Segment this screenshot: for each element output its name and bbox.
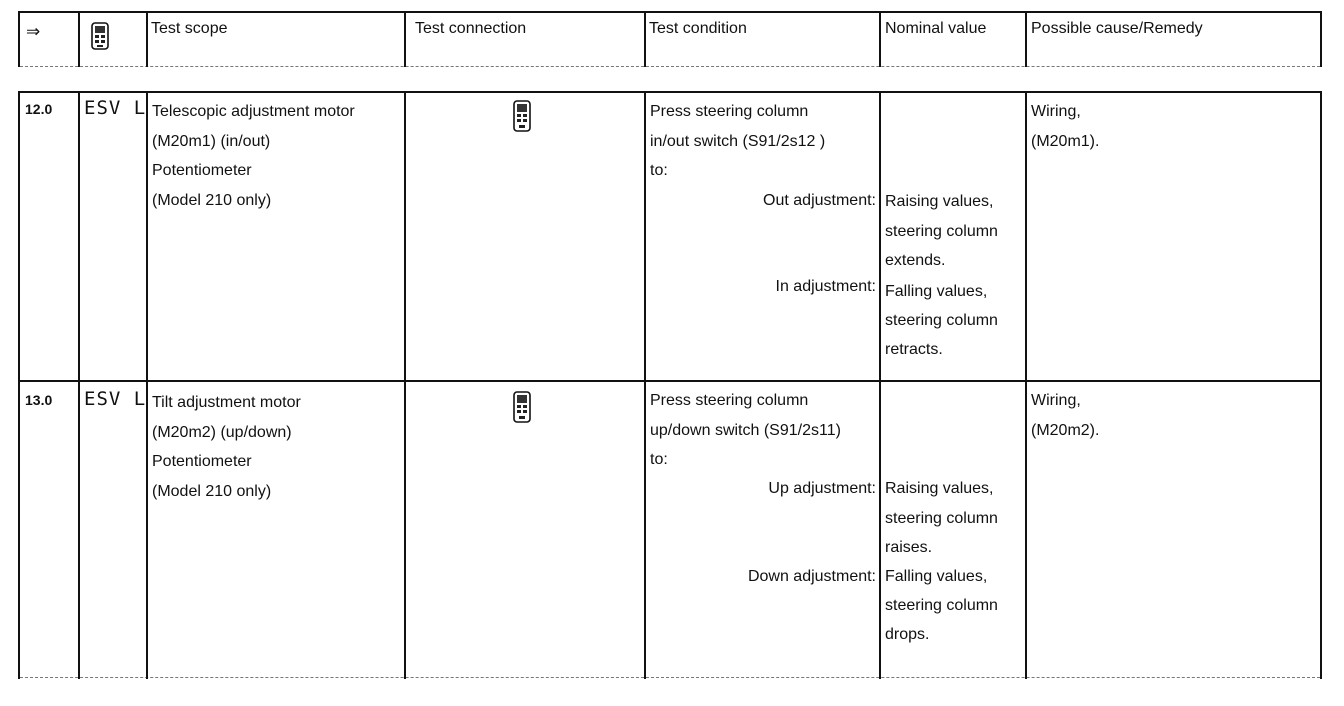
nominal-value-line: Falling values, xyxy=(885,283,988,300)
header-top-border xyxy=(18,11,1322,13)
test-scope-line: (M20m2) (up/down) xyxy=(152,424,292,441)
condition-up-adjustment: Up adjustment: xyxy=(768,480,876,497)
row-code: ESV L xyxy=(84,97,147,119)
header-possible-cause: Possible cause/Remedy xyxy=(1031,20,1203,37)
nominal-value-line: steering column xyxy=(885,312,998,329)
test-condition-line: Press steering column xyxy=(650,392,809,409)
header-bottom-dashed xyxy=(20,66,1320,68)
header-test-scope: Test scope xyxy=(151,20,228,37)
possible-cause-line: Wiring, xyxy=(1031,103,1081,120)
test-scope-line: Potentiometer xyxy=(152,162,252,179)
condition-out-adjustment: Out adjustment: xyxy=(763,191,876,209)
possible-cause-line: (M20m2). xyxy=(1031,422,1100,439)
tester-device-icon xyxy=(512,391,532,428)
test-scope-line: (Model 210 only) xyxy=(152,191,272,209)
nominal-value-line: extends. xyxy=(885,252,946,269)
arrow-icon: ⇒ xyxy=(26,22,41,41)
nominal-value-line: steering column xyxy=(885,597,998,614)
test-condition-line: Press steering column xyxy=(650,103,809,120)
header-nominal-value: Nominal value xyxy=(885,20,987,37)
possible-cause-line: (M20m1). xyxy=(1031,132,1100,150)
nominal-value-line: Raising values, xyxy=(885,193,994,210)
nominal-value-line: Raising values, xyxy=(885,480,994,497)
header-test-condition: Test condition xyxy=(649,20,747,37)
test-condition-line: to: xyxy=(650,162,668,179)
nominal-value-line: steering column xyxy=(885,510,998,527)
test-condition-line: up/down switch (S91/2s11) xyxy=(650,422,841,439)
possible-cause-line: Wiring, xyxy=(1031,392,1081,409)
test-scope-line: Telescopic adjustment motor xyxy=(152,103,355,120)
test-scope-line: (M20m1) (in/out) xyxy=(152,132,271,150)
row-number: 12.0 xyxy=(25,101,53,117)
condition-in-adjustment: In adjustment: xyxy=(775,278,876,295)
condition-down-adjustment: Down adjustment: xyxy=(747,568,876,585)
tester-device-icon xyxy=(512,100,532,137)
tester-device-icon xyxy=(90,22,110,55)
row-code: ESV L xyxy=(84,388,147,410)
nominal-value-line: raises. xyxy=(885,539,933,556)
test-condition-line: in/out switch (S91/2s12 ) xyxy=(650,132,826,150)
test-scope-line: Potentiometer xyxy=(152,453,252,470)
nominal-value-line: retracts. xyxy=(885,341,943,358)
test-scope-line: (Model 210 only) xyxy=(152,483,272,500)
nominal-value-line: drops. xyxy=(885,626,930,643)
nominal-value-line: Falling values, xyxy=(885,568,988,585)
row-number: 13.0 xyxy=(25,392,53,408)
test-scope-line: Tilt adjustment motor xyxy=(152,394,301,411)
header-test-connection: Test connection xyxy=(415,20,527,37)
nominal-value-line: steering column xyxy=(885,222,998,240)
test-condition-line: to: xyxy=(650,451,668,468)
